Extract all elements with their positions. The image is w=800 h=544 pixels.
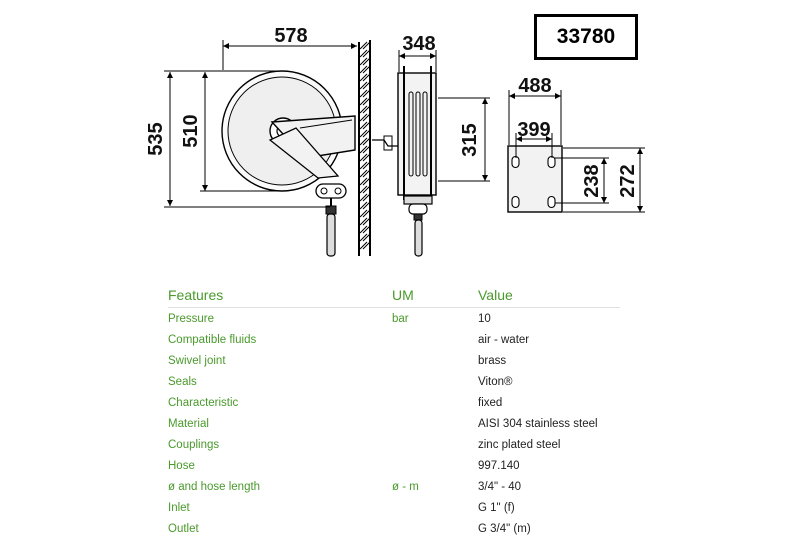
table-row bbox=[168, 456, 620, 477]
row-feature: ø and hose length bbox=[168, 481, 261, 494]
row-feature: Inlet bbox=[168, 502, 190, 515]
row-um: ø - m bbox=[392, 481, 419, 494]
row-feature: Material bbox=[168, 418, 209, 431]
header-um: UM bbox=[392, 287, 414, 303]
row-feature: Compatible fluids bbox=[168, 333, 257, 346]
dim-front-width: 348 bbox=[402, 33, 436, 55]
table-row bbox=[168, 477, 620, 498]
row-value: brass bbox=[478, 354, 507, 367]
row-value: AISI 304 stainless steel bbox=[478, 418, 598, 431]
header-features: Features bbox=[168, 287, 224, 303]
dim-bracket-height: 272 bbox=[617, 164, 639, 198]
spec-table-body bbox=[168, 308, 620, 540]
dim-overall-height: 535 bbox=[145, 122, 167, 156]
table-row bbox=[168, 413, 620, 434]
dim-bracket-hole-h: 399 bbox=[517, 119, 551, 141]
row-value: Viton® bbox=[478, 375, 513, 388]
table-row bbox=[168, 392, 620, 413]
row-um: bar bbox=[392, 312, 409, 325]
table-row bbox=[168, 371, 620, 392]
row-feature: Pressure bbox=[168, 312, 215, 325]
dim-drum-diameter: 510 bbox=[180, 114, 202, 148]
row-value: zinc plated steel bbox=[478, 439, 561, 452]
spec-table-header bbox=[168, 285, 620, 308]
table-row bbox=[168, 498, 620, 519]
dim-bracket-hole-v: 238 bbox=[581, 164, 603, 198]
table-row bbox=[168, 350, 620, 371]
dim-bracket-width: 488 bbox=[518, 75, 552, 97]
table-row bbox=[168, 308, 620, 329]
dim-overall-width: 578 bbox=[274, 25, 308, 47]
row-value: 10 bbox=[478, 312, 491, 325]
row-value: air - water bbox=[478, 333, 530, 346]
row-feature: Swivel joint bbox=[168, 354, 226, 367]
row-feature: Couplings bbox=[168, 439, 220, 452]
dim-front-height: 315 bbox=[459, 123, 481, 157]
table-row bbox=[168, 435, 620, 456]
product-code-box bbox=[534, 14, 638, 60]
row-value: 997.140 bbox=[478, 460, 520, 473]
row-value: 3/4" - 40 bbox=[478, 481, 522, 494]
row-feature: Outlet bbox=[168, 523, 199, 536]
product-code: 33780 bbox=[556, 25, 616, 48]
row-value: G 1" (f) bbox=[478, 502, 515, 515]
side-view bbox=[222, 42, 359, 256]
spec-table bbox=[168, 285, 620, 540]
row-value: fixed bbox=[478, 396, 503, 409]
table-row bbox=[168, 519, 620, 540]
table-row bbox=[168, 329, 620, 350]
row-feature: Characteristic bbox=[168, 396, 239, 409]
row-value: G 3/4" (m) bbox=[478, 523, 531, 536]
header-value: Value bbox=[478, 287, 513, 303]
technical-drawing bbox=[0, 0, 800, 270]
row-feature: Seals bbox=[168, 375, 197, 388]
front-view bbox=[370, 40, 436, 256]
row-feature: Hose bbox=[168, 460, 195, 473]
